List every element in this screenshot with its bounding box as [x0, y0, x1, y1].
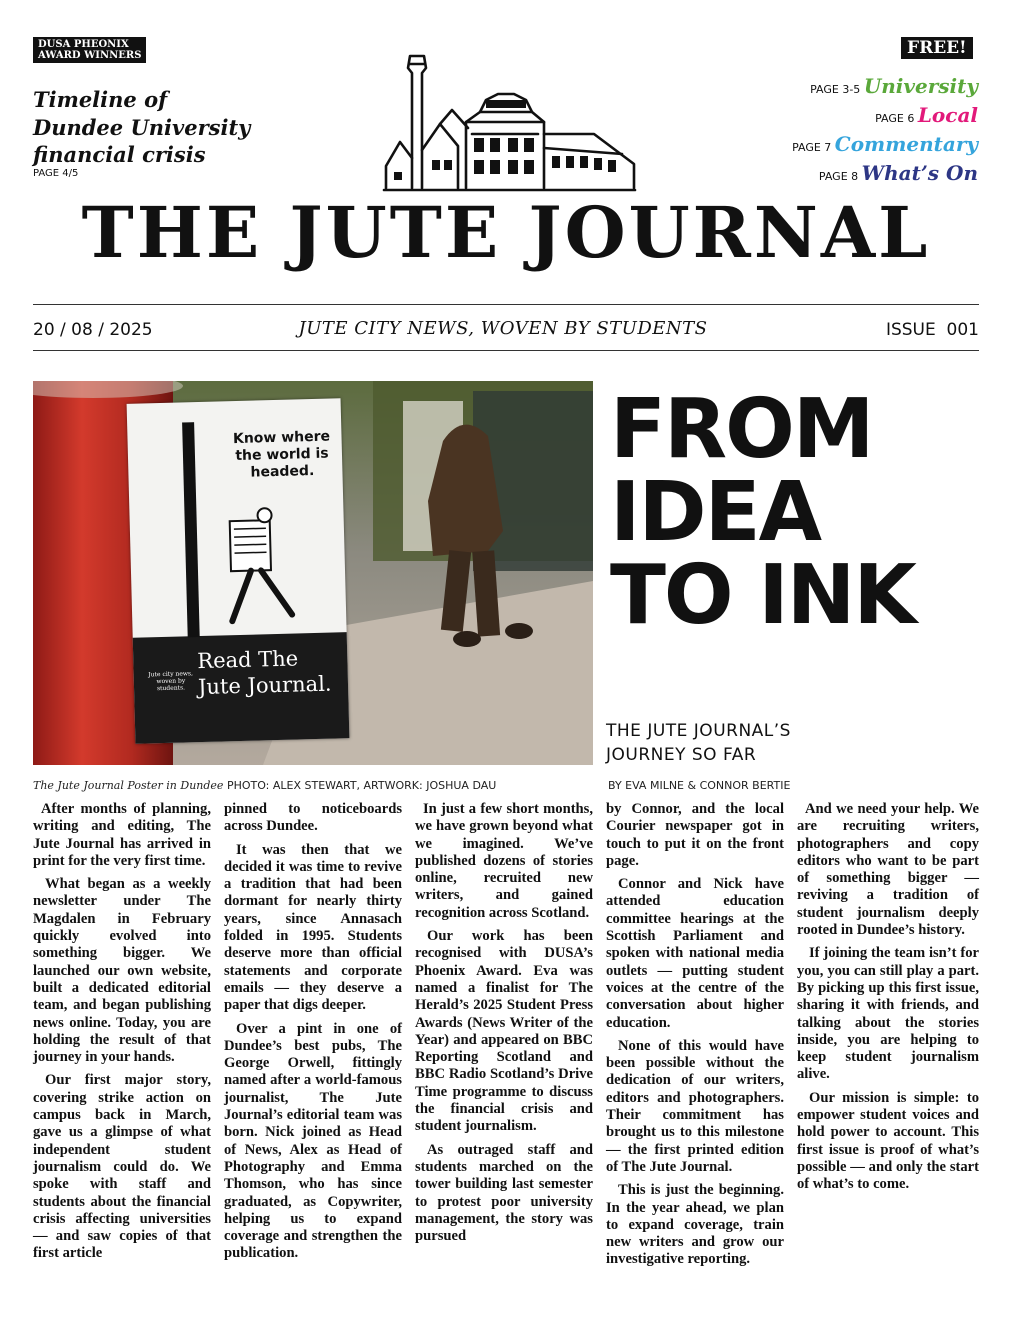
- issue-number: ISSUE 001: [885, 320, 979, 340]
- paragraph: After months of planning, writing and editing, The Jute Journal has arrived in print for the very first time.: [33, 801, 211, 869]
- teaser-line: financial crisis: [33, 142, 206, 167]
- poster-line: the world is: [235, 445, 329, 465]
- teaser-line: Timeline of: [33, 87, 168, 112]
- poster-line: Read The: [197, 646, 299, 674]
- paragraph: Our work has been recognised with DUSA’s Phoenix Award. Eva was named a finalist for The Herald’s 2025 Student Press Awards (News Writer of the Year) and appeared on BBC Reporting Scotland and BBC Radio Scotland’s Drive Time programme to discuss the financial crisis and student journalism.: [415, 928, 593, 1135]
- index-section: Commentary: [834, 132, 978, 156]
- issue-date: 20 / 08 / 2025: [33, 320, 153, 340]
- article-column-3: [415, 801, 593, 1251]
- article-column-1: [33, 801, 211, 1269]
- subhead: [606, 719, 791, 767]
- page-index: [678, 74, 978, 190]
- paragraph: And we need your help. We are recruiting writers, photographers and copy editors who want to be part of something bigger — reviving a tradition of student journalism deeply rooted in Dundee’s history.: [797, 801, 979, 939]
- paragraph: If joining the team isn’t for you, you can still play a part. By picking up this first issue, sharing it with friends, and talking about the stories inside, you are helping to keep student journalism alive.: [797, 945, 979, 1083]
- article-column-2: [224, 801, 402, 1269]
- poster-line: woven by students.: [156, 677, 186, 693]
- article-column-5: [797, 801, 979, 1200]
- award-badge: [33, 37, 146, 63]
- index-item-university[interactable]: [678, 74, 978, 103]
- award-badge-line: AWARD WINNERS: [38, 50, 142, 61]
- paragraph: Connor and Nick have attended education committee hearings at the Scottish Parliament and spoken with national media outlets — putting student voices at the centre of the conversation about higher education.: [606, 876, 784, 1031]
- index-item-commentary[interactable]: [678, 132, 978, 161]
- article-column-4: [606, 801, 784, 1275]
- index-page: PAGE 8: [818, 170, 859, 183]
- paragraph: Our first major story, covering strike action on campus back in March, gave us a glimpse of what independent student journalism could do. We spoke with staff and students about the financial crisis affecting universities — and saw copies of that first article: [33, 1072, 211, 1262]
- headline: [610, 382, 915, 643]
- top-rule: [33, 304, 979, 305]
- paragraph: Over a pint in one of Dundee’s best pubs, The George Orwell, fittingly named after a world-famous journalist, The Jute Journal’s editorial team was born. Nick joined as Head of News, Alex as Head of Photography and Emma Thomson, who has since graduated, as Copywriter, helping us to expand coverage and strengthen the publication.: [224, 1020, 402, 1262]
- paragraph: As outraged staff and students marched on the tower building last semester to protest poor university management, the story was pursued: [415, 1141, 593, 1245]
- byline: BY EVA MILNE & CONNOR BERTIE: [608, 779, 791, 792]
- paragraph: It was then that we decided it was time to revive a tradition that had been dormant for nearly thirty years, since Annasach folded in 1995. Students deserve more than official statements and corporate emails — they deserve a paper that digs deeper.: [224, 841, 402, 1014]
- paragraph: Our mission is simple: to empower student voices and hold power to account. This first issue is proof of what’s possible — and only the start of what’s to come.: [797, 1089, 979, 1193]
- poster-line: headed.: [250, 462, 315, 481]
- lead-photo: [33, 381, 593, 765]
- bottom-rule: [33, 350, 979, 351]
- teaser[interactable]: [33, 86, 250, 179]
- headline-line: FROM: [610, 382, 873, 477]
- caption-credit: PHOTO: ALEX STEWART, ARTWORK: JOSHUA DAU: [226, 779, 497, 792]
- subhead-line: THE JUTE JOURNAL’S: [606, 721, 791, 741]
- caption-title: The Jute Journal Poster in Dundee: [33, 779, 224, 792]
- tagline: JUTE CITY NEWS, WOVEN BY STUDENTS: [298, 318, 708, 339]
- photo-caption: [33, 779, 496, 792]
- index-item-whats-on[interactable]: [678, 161, 978, 190]
- index-section: University: [863, 74, 978, 98]
- free-badge: FREE!: [901, 37, 973, 59]
- paragraph: None of this would have been possible without the dedication of our writers, editors and photographers. Their commitment has brought us to this milestone — the first printed edition of The Jute Journal.: [606, 1037, 784, 1175]
- paragraph: What began as a weekly newsletter under The Magdalen in February quickly evolved into something bigger. We launched our own website, built a dedicated editorial team, and began publishing news online. Today, you are holding the result of that journey in your hands.: [33, 876, 211, 1066]
- poster-line: Jute Journal.: [197, 671, 332, 700]
- index-page: PAGE 3-5: [810, 83, 861, 96]
- masthead-title: THE JUTE JOURNAL: [81, 191, 931, 274]
- teaser-line: Dundee University: [33, 115, 251, 140]
- index-section: Local: [917, 103, 978, 127]
- paragraph: pinned to noticeboards across Dundee.: [224, 801, 402, 835]
- index-section: What’s On: [861, 161, 978, 185]
- headline-line: IDEA: [610, 465, 821, 560]
- headline-line: TO INK: [610, 548, 915, 643]
- paragraph: by Connor, and the local Courier newspaper got in touch to put it on the front page.: [606, 801, 784, 869]
- poster: [127, 398, 350, 743]
- index-page: PAGE 7: [792, 141, 832, 154]
- paragraph: This is just the beginning. In the year ahead, we plan to expand coverage, train new writers and grow our investigative reporting.: [606, 1182, 784, 1268]
- paragraph: In just a few short months, we have grown beyond what we imagined. We’ve published dozens of stories online, recruited new writers, and gained recognition across Scotland.: [415, 801, 593, 921]
- index-page: PAGE 6: [875, 112, 915, 125]
- subhead-line: JOURNEY SO FAR: [606, 745, 757, 765]
- poster-small-text: [144, 670, 199, 692]
- poster-line: Know where: [232, 428, 331, 448]
- poster-line: Jute city news,: [148, 670, 194, 679]
- poster-illustration: [167, 419, 313, 643]
- poster-big-text: [197, 645, 332, 700]
- award-badge-line: DUSA PHEONIX: [38, 39, 129, 50]
- jute-mill-illustration: [382, 38, 637, 196]
- index-item-local[interactable]: [678, 103, 978, 132]
- teaser-page: PAGE 4/5: [33, 168, 79, 179]
